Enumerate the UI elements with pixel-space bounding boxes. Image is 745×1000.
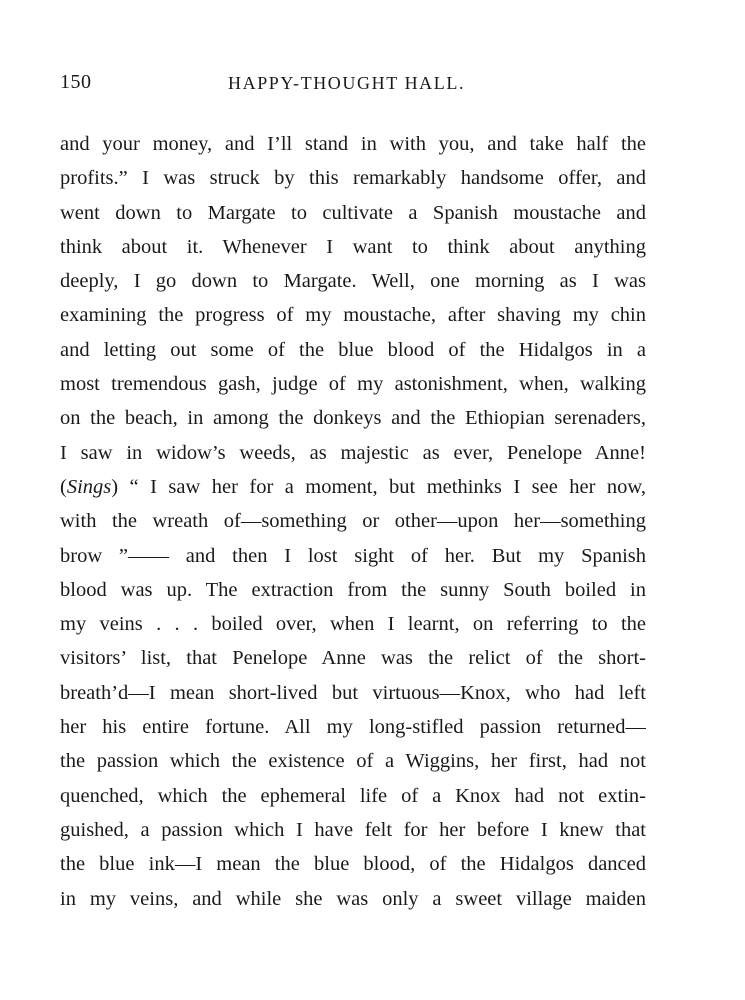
- text-line: think about it. Whenever I want to think about anything: [60, 235, 646, 258]
- text-line: went down to Margate to cultivate a Spanish moustache and: [60, 201, 646, 224]
- text-line: visitors’ list, that Penelope Anne was the relict of the short-: [60, 647, 646, 670]
- text-line: examining the progress of my moustache, after shaving my chin: [60, 304, 646, 327]
- text-line: guished, a passion which I have felt for her before I knew that: [60, 818, 646, 841]
- text-line: and letting out some of the blue blood of the Hidalgos in a: [60, 338, 646, 361]
- body-text: [60, 127, 646, 916]
- text-line: (Sings) “ I saw her for a moment, but methinks I see her now,: [60, 475, 646, 498]
- text-line: the passion which the existence of a Wiggins, her first, had not: [60, 750, 646, 773]
- text-line: most tremendous gash, judge of my astonishment, when, walking: [60, 373, 646, 396]
- text-line: her his entire fortune. All my long-stifled passion returned—: [60, 716, 646, 739]
- page-number: 150: [60, 71, 92, 93]
- text-line: brow ”—— and then I lost sight of her. But my Spanish: [60, 544, 646, 567]
- running-head: HAPPY-THOUGHT HALL.: [228, 73, 466, 93]
- text-line: the blue ink—I mean the blue blood, of the Hidalgos danced: [60, 853, 646, 876]
- text-line: breath’d—I mean short-lived but virtuous—Knox, who had left: [60, 681, 646, 704]
- text-line: and your money, and I’ll stand in with you, and take half the: [60, 133, 646, 155]
- text-line: deeply, I go down to Margate. Well, one morning as I was: [60, 270, 646, 293]
- text-line: I saw in widow’s weeds, as majestic as ever, Penelope Anne!: [60, 441, 646, 464]
- text-line: with the wreath of—something or other—upon her—something: [60, 510, 646, 533]
- text-line: profits.” I was struck by this remarkably handsome offer, and: [60, 167, 646, 190]
- text-line: blood was up. The extraction from the sunny South boiled in: [60, 578, 646, 601]
- text-line: quenched, which the ephemeral life of a Knox had not extin-: [60, 784, 646, 807]
- text-line: on the beach, in among the donkeys and the Ethiopian serenaders,: [60, 407, 646, 430]
- text-line: my veins . . . boiled over, when I learnt, on referring to the: [60, 613, 646, 636]
- text-line: in my veins, and while she was only a sweet village maiden: [60, 887, 646, 910]
